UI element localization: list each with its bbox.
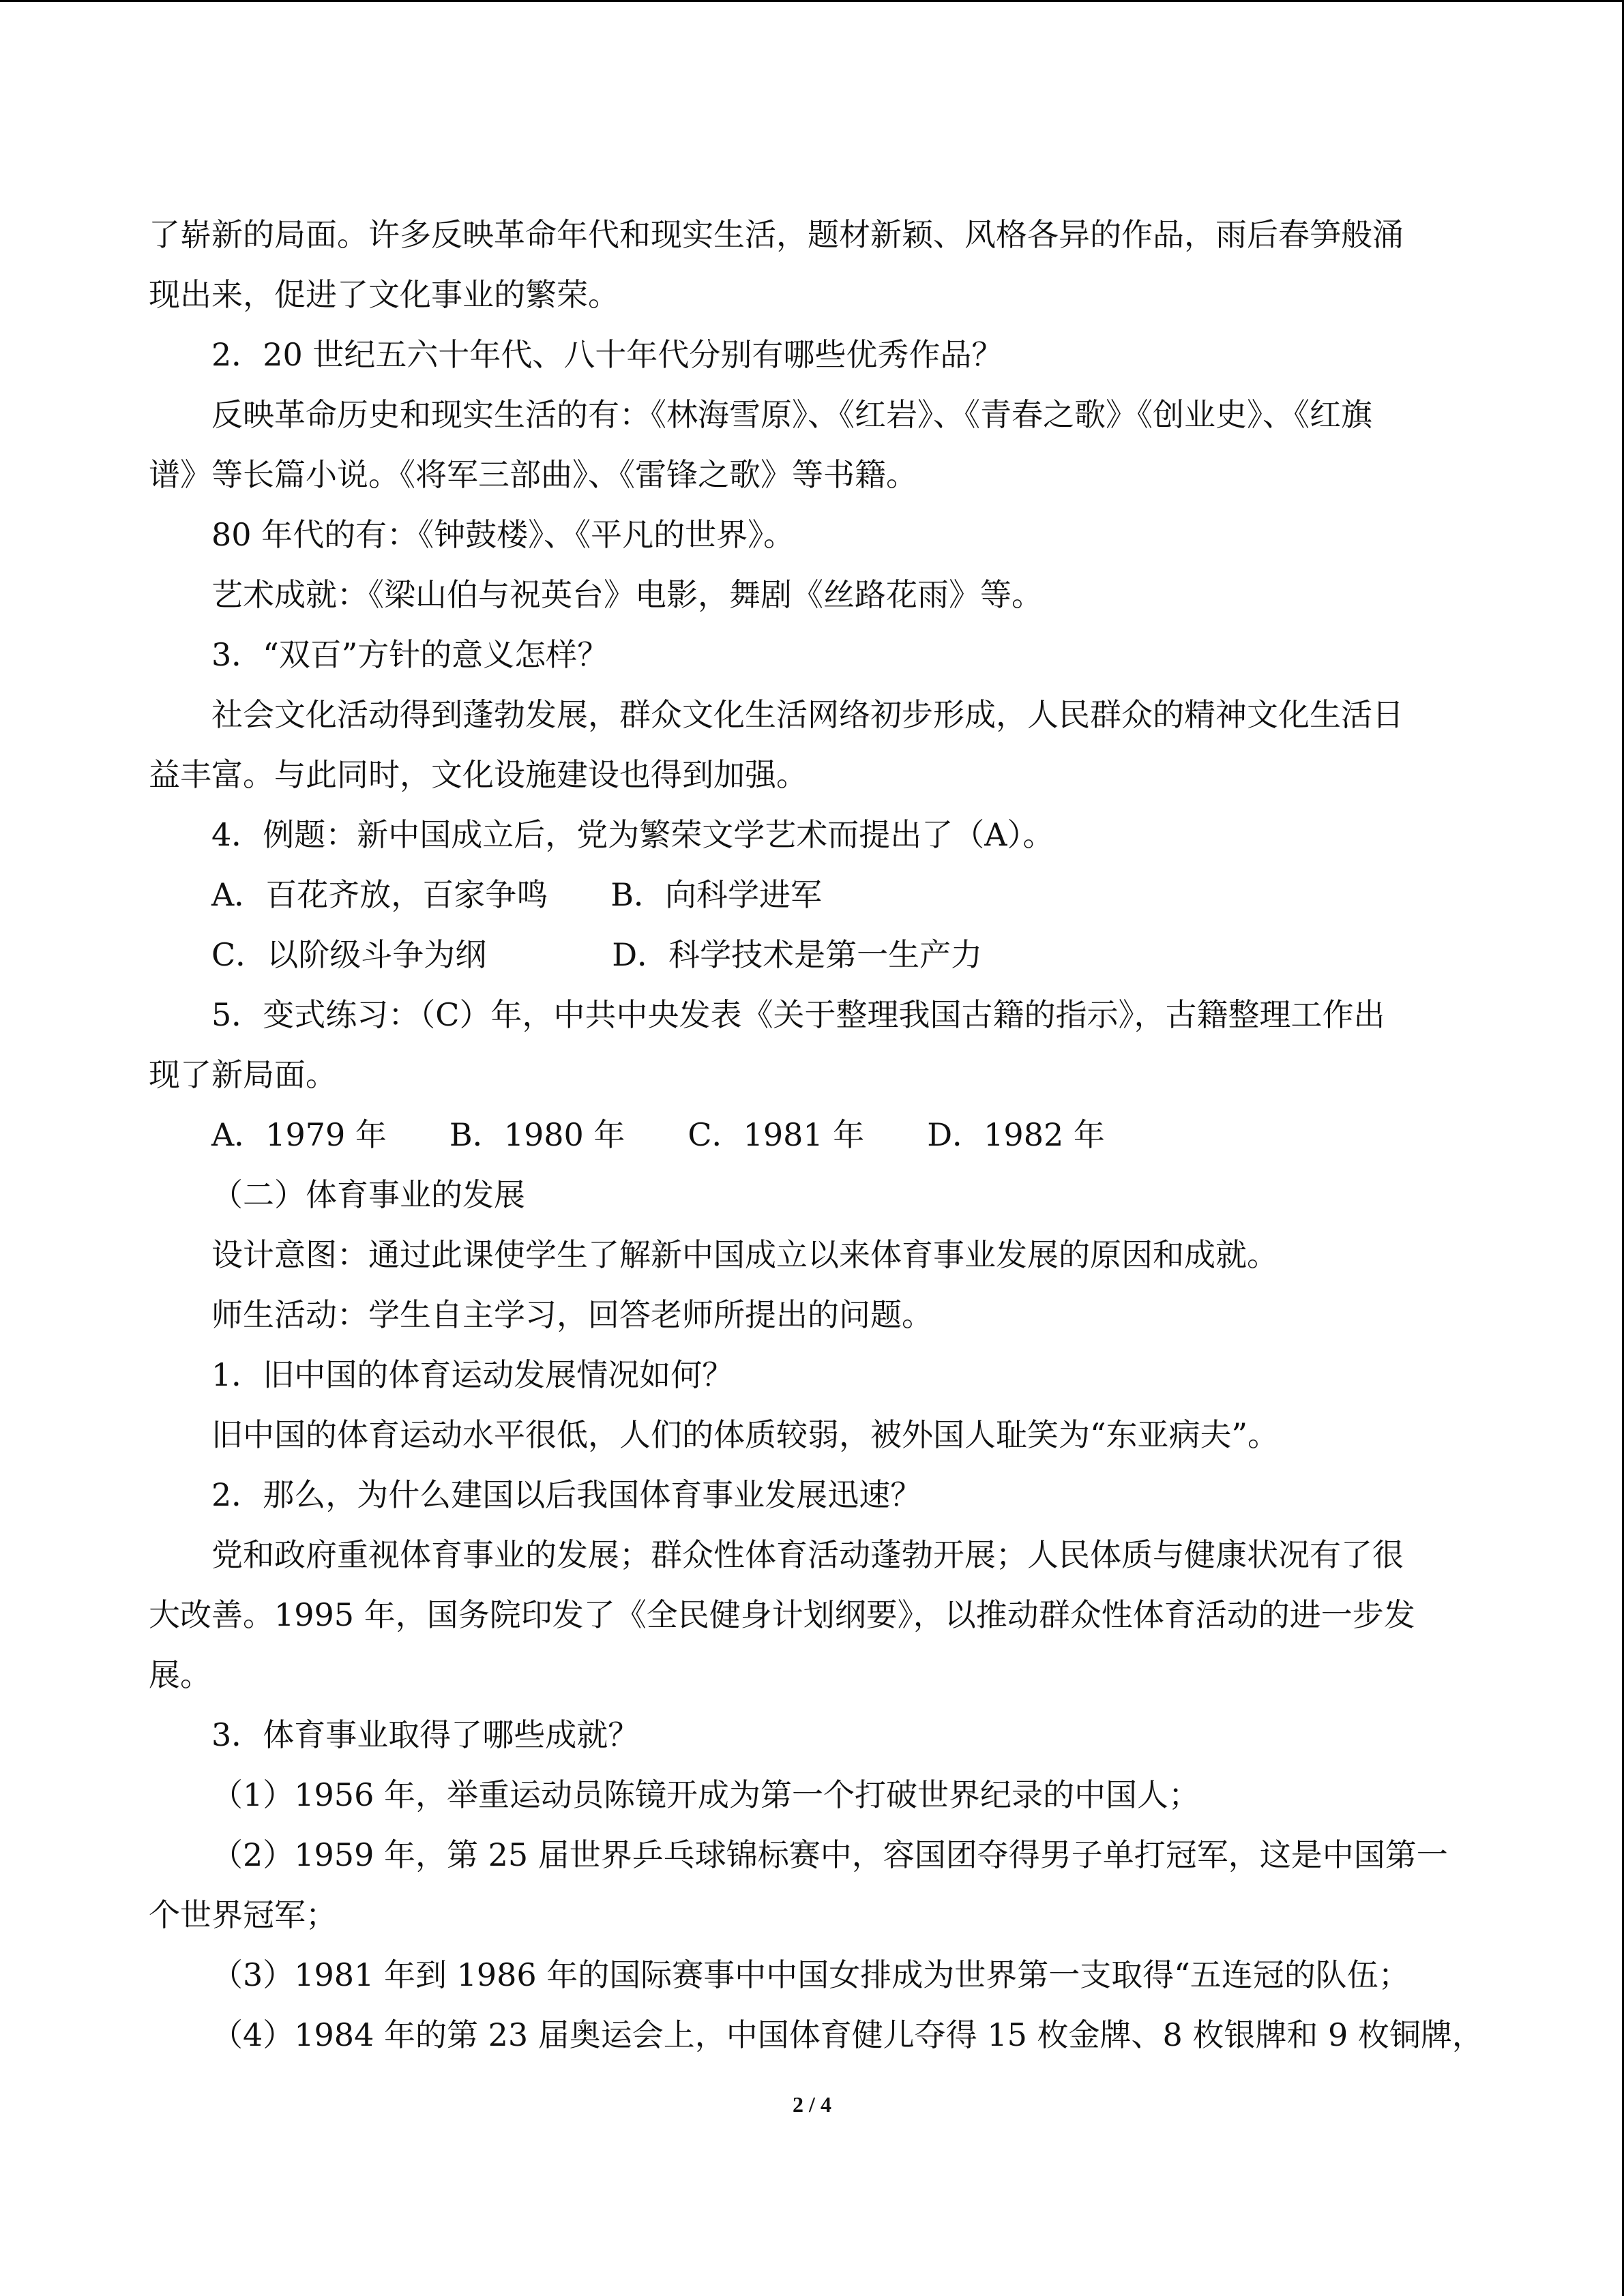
document-body — [149, 205, 1483, 2065]
text-line: 2．那么，为什么建国以后我国体育事业发展迅速？ — [211, 1476, 922, 1513]
text-line: （二）体育事业的发展 — [211, 1176, 525, 1213]
text-line: 3．“双百”方针的意义怎样？ — [211, 636, 609, 673]
text-line: 社会文化活动得到蓬勃发展，群众文化生活网络初步形成，人民群众的精神文化生活日 — [211, 696, 1404, 733]
text-line: 现了新局面。 — [149, 1056, 337, 1093]
text-line: 5．变式练习：（C）年，中共中央发表《关于整理我国古籍的指示》，古籍整理工作出 — [211, 996, 1385, 1033]
text-line: 80 年代的有：《钟鼓楼》、《平凡的世界》。 — [211, 516, 795, 553]
text-line: 设计意图：通过此课使学生了解新中国成立以来体育事业发展的原因和成就。 — [211, 1236, 1278, 1273]
text-line: 旧中国的体育运动水平很低，人们的体质较弱，被外国人耻笑为“东亚病夫”。 — [211, 1416, 1280, 1453]
text-line: 3．体育事业取得了哪些成就？ — [211, 1716, 640, 1753]
text-line: 师生活动：学生自主学习，回答老师所提出的问题。 — [211, 1296, 933, 1333]
text-line: 1．旧中国的体育运动发展情况如何？ — [211, 1356, 734, 1393]
text-line: 了崭新的局面。许多反映革命年代和现实生活，题材新颖、风格各异的作品，雨后春笋般涌 — [149, 216, 1404, 253]
text-line: 谱》等长篇小说。《将军三部曲》、《雷锋之歌》等书籍。 — [149, 456, 917, 493]
text-line: （3）1981 年到 1986 年的国际赛事中中国女排成为世界第一支取得“五连冠的队伍； — [211, 1956, 1410, 1993]
text-line: 大改善。1995 年，国务院印发了《全民健身计划纲要》，以推动群众性体育活动的进一步发 — [149, 1596, 1415, 1633]
text-line: 现出来，促进了文化事业的繁荣。 — [149, 276, 619, 313]
text-line: （4）1984 年的第 23 届奥运会上，中国体育健儿夺得 15 枚金牌、8 枚银牌和 9 枚铜牌， — [211, 2016, 1483, 2053]
text-line: A．1979 年 B．1980 年 C．1981 年 D．1982 年 — [211, 1116, 1105, 1153]
text-line: （2）1959 年，第 25 届世界乒乓球锦标赛中，容国团夺得男子单打冠军，这是中国第一 — [211, 1836, 1448, 1873]
text-line: （1）1956 年，举重运动员陈镜开成为第一个打破世界纪录的中国人； — [211, 1776, 1200, 1813]
text-line: 益丰富。与此同时，文化设施建设也得到加强。 — [149, 756, 808, 793]
text-line: 党和政府重视体育事业的发展；群众性体育活动蓬勃开展；人民体质与健康状况有了很 — [211, 1536, 1404, 1573]
text-line: 艺术成就：《梁山伯与祝英台》电影，舞剧《丝路花雨》等。 — [211, 576, 1043, 613]
text-line: C．以阶级斗争为纲 D．科学技术是第一生产力 — [211, 936, 983, 973]
text-line: 4．例题：新中国成立后，党为繁荣文学艺术而提出了（A）。 — [211, 816, 1054, 853]
text-line: A．百花齐放，百家争鸣 B．向科学进军 — [211, 876, 823, 913]
text-line: 反映革命历史和现实生活的有：《林海雪原》、《红岩》、《青春之歌》《创业史》、《红旗 — [211, 396, 1372, 433]
text-line: 展。 — [149, 1656, 211, 1693]
page-number: 2 / 4 — [793, 2092, 831, 2117]
top-border-line — [0, 0, 1624, 2]
text-line: 2．20 世纪五六十年代、八十年代分别有哪些优秀作品？ — [211, 336, 1003, 373]
text-line: 个世界冠军； — [149, 1896, 337, 1933]
